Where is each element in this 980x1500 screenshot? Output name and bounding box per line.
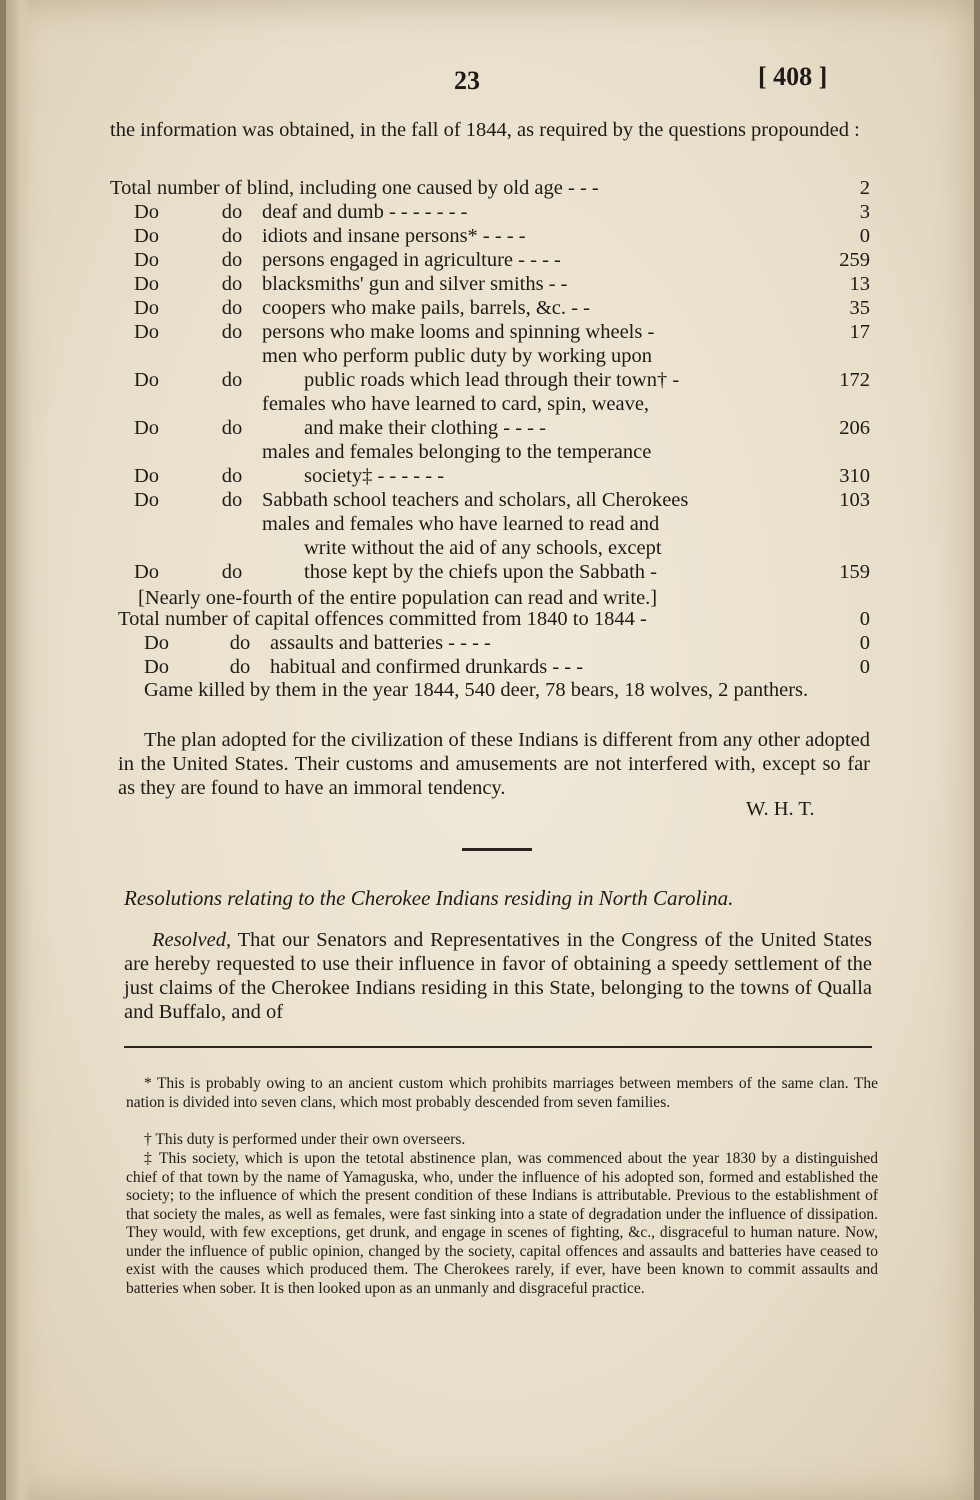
total-number-label: Total number of	[110, 177, 247, 199]
do-label: Do	[134, 273, 160, 295]
ditto-label: do	[221, 489, 243, 511]
do-label: Do	[144, 656, 170, 678]
row-description	[262, 344, 812, 392]
do-label: Do	[134, 297, 160, 319]
page-edge	[6, 0, 32, 1500]
ditto-label: do	[229, 632, 251, 654]
description-line: those kept by the chiefs upon the Sabbath -	[304, 561, 657, 583]
page-header	[6, 62, 974, 106]
row-value: 17	[849, 321, 870, 343]
offences-row	[118, 607, 870, 631]
row-value: 259	[839, 249, 870, 271]
row-description	[270, 655, 812, 679]
row-value: 35	[849, 297, 870, 319]
description-line: persons who make looms and spinning wheels -	[262, 321, 655, 343]
intro-paragraph: the information was obtained, in the fall of 1844, as required by the questions propounded :	[110, 119, 860, 141]
do-label: Do	[134, 489, 160, 511]
statistics-row	[110, 272, 870, 296]
description-line: females who have learned to card, spin, weave,	[262, 393, 650, 415]
row-value: 13	[849, 273, 870, 295]
do-label: Do	[134, 225, 160, 247]
row-value: 0	[859, 632, 870, 654]
description-line: males and females who have learned to read and	[262, 513, 660, 535]
row-description	[262, 272, 812, 296]
literacy-note: [Nearly one-fourth of the entire population can read and write.]	[138, 587, 658, 609]
signature: W. H. T.	[746, 798, 815, 820]
do-label: Do	[134, 249, 160, 271]
ditto-label: do	[221, 297, 243, 319]
description-line: men who perform public duty by working upon	[262, 345, 653, 367]
row-description	[262, 512, 812, 584]
do-label: Do	[134, 369, 160, 391]
row-value: 0	[859, 608, 870, 630]
row-description	[262, 296, 812, 320]
ditto-label: do	[221, 417, 243, 439]
row-value: 3	[859, 201, 870, 223]
do-label: Do	[144, 632, 170, 654]
row-value: 159	[839, 561, 870, 583]
row-value: 172	[839, 369, 870, 391]
statistics-row	[110, 392, 870, 440]
row-description	[262, 440, 812, 488]
description-line: persons engaged in agriculture - - - -	[262, 249, 561, 271]
row-description	[262, 200, 812, 224]
ditto-label: do	[221, 201, 243, 223]
document-number: [ 408 ]	[758, 62, 828, 91]
plan-paragraph: The plan adopted for the civilization of these Indians is different from any other adopted in the United States. Their customs and amusements are not interfered with, except so far as they are found to have an immoral tendency.	[118, 729, 870, 799]
row-description	[262, 488, 812, 512]
description-line: males and females belonging to the temperance	[262, 441, 652, 463]
statistics-table	[110, 176, 870, 584]
ditto-label: do	[221, 369, 243, 391]
description-line: assaults and batteries - - - -	[270, 632, 491, 654]
description-line: public roads which lead through their town† -	[304, 369, 680, 391]
description-line: deaf and dumb - - - - - - -	[262, 201, 468, 223]
row-value: 0	[859, 225, 870, 247]
description-line: blacksmiths' gun and silver smiths - -	[262, 273, 568, 295]
ditto-label: do	[221, 465, 243, 487]
document-page	[6, 0, 974, 1500]
description-line: blind, including one caused by old age - - -	[246, 177, 599, 199]
ditto-label: do	[221, 249, 243, 271]
statistics-row	[110, 248, 870, 272]
row-description	[262, 320, 812, 344]
row-value: 2	[859, 177, 870, 199]
statistics-row	[110, 176, 870, 200]
page-number: 23	[454, 66, 480, 95]
row-description	[262, 248, 812, 272]
row-value: 0	[859, 656, 870, 678]
statistics-row	[110, 320, 870, 344]
row-description	[247, 176, 812, 200]
description-line: and make their clothing - - - -	[304, 417, 546, 439]
ditto-label: do	[221, 321, 243, 343]
offences-table	[118, 607, 870, 679]
description-line: idiots and insane persons* - - - -	[262, 225, 526, 247]
do-label: Do	[134, 465, 160, 487]
footnote-asterisk: * This is probably owing to an ancient custom which prohibits marriages between members of the same clan. The nation is divided into seven clans, which most probably descended from seven families.	[126, 1075, 878, 1111]
section-divider	[462, 848, 532, 851]
do-label: Do	[134, 417, 160, 439]
footnote-double-dagger: ‡ This society, which is upon the tetotal abstinence plan, was commenced about the year 1830 by a distinguished chief of that town by the name of Yamaguska, who, under the influence of his adopted son, formed and established the society; to the influence of which the present condition of these Indians is attributable. Previous to the establishment of that society the males, as well as females, were fast sinking into a state of degradation under the influence of dissipation. They would, with few exceptions, get drunk, and engage in scenes of fighting, &c., disgraceful to human nature. Now, under the influence of public opinion, changed by the society, capital offences and assaults and batteries have ceased to exist with the causes which produced them. The Cherokees rarely, if ever, have been known to commit assaults and batteries when sober. It is then looked upon as an unmanly and disgraceful practice.	[126, 1150, 878, 1297]
statistics-row	[110, 200, 870, 224]
ditto-label: do	[221, 225, 243, 247]
statistics-row	[110, 488, 870, 512]
offences-row	[118, 631, 870, 655]
row-value: 103	[839, 489, 870, 511]
ditto-label: do	[229, 656, 251, 678]
description-line: Sabbath school teachers and scholars, all Cherokees	[262, 489, 689, 511]
description-line: capital offences committed from 1840 to 1844 -	[254, 608, 647, 630]
statistics-row	[110, 344, 870, 392]
statistics-row	[110, 224, 870, 248]
row-value: 310	[839, 465, 870, 487]
do-label: Do	[134, 321, 160, 343]
do-label: Do	[134, 201, 160, 223]
description-line: write without the aid of any schools, except	[304, 537, 662, 559]
ditto-label: do	[221, 561, 243, 583]
game-paragraph: Game killed by them in the year 1844, 540 deer, 78 bears, 18 wolves, 2 panthers.	[144, 679, 809, 701]
offences-row	[118, 655, 870, 679]
total-number-label: Total number of	[118, 608, 255, 630]
row-description	[270, 631, 812, 655]
resolved-word: Resolved,	[152, 929, 232, 951]
do-label: Do	[134, 561, 160, 583]
description-line: habitual and confirmed drunkards - - -	[270, 656, 584, 678]
resolved-paragraph	[124, 928, 872, 1024]
statistics-row	[110, 440, 870, 488]
row-description	[262, 224, 812, 248]
footnote-dagger: † This duty is performed under their own overseers.	[144, 1131, 466, 1148]
row-description	[262, 392, 812, 440]
resolved-text: That our Senators and Representatives in the Congress of the United States are hereby requested to use their influence in favor of obtaining a speedy settlement of the just claims of the Cherokee Indians residing in this State, belonging to the towns of Qualla and Buffalo, and of	[124, 929, 872, 1023]
description-line: society‡ - - - - - -	[304, 465, 445, 487]
row-value: 206	[839, 417, 870, 439]
footnote-rule	[124, 1046, 872, 1048]
description-line: coopers who make pails, barrels, &c. - -	[262, 297, 590, 319]
row-description	[255, 607, 812, 631]
resolutions-heading: Resolutions relating to the Cherokee Indians residing in North Carolina.	[124, 886, 734, 910]
ditto-label: do	[221, 273, 243, 295]
statistics-row	[110, 296, 870, 320]
statistics-row	[110, 512, 870, 584]
